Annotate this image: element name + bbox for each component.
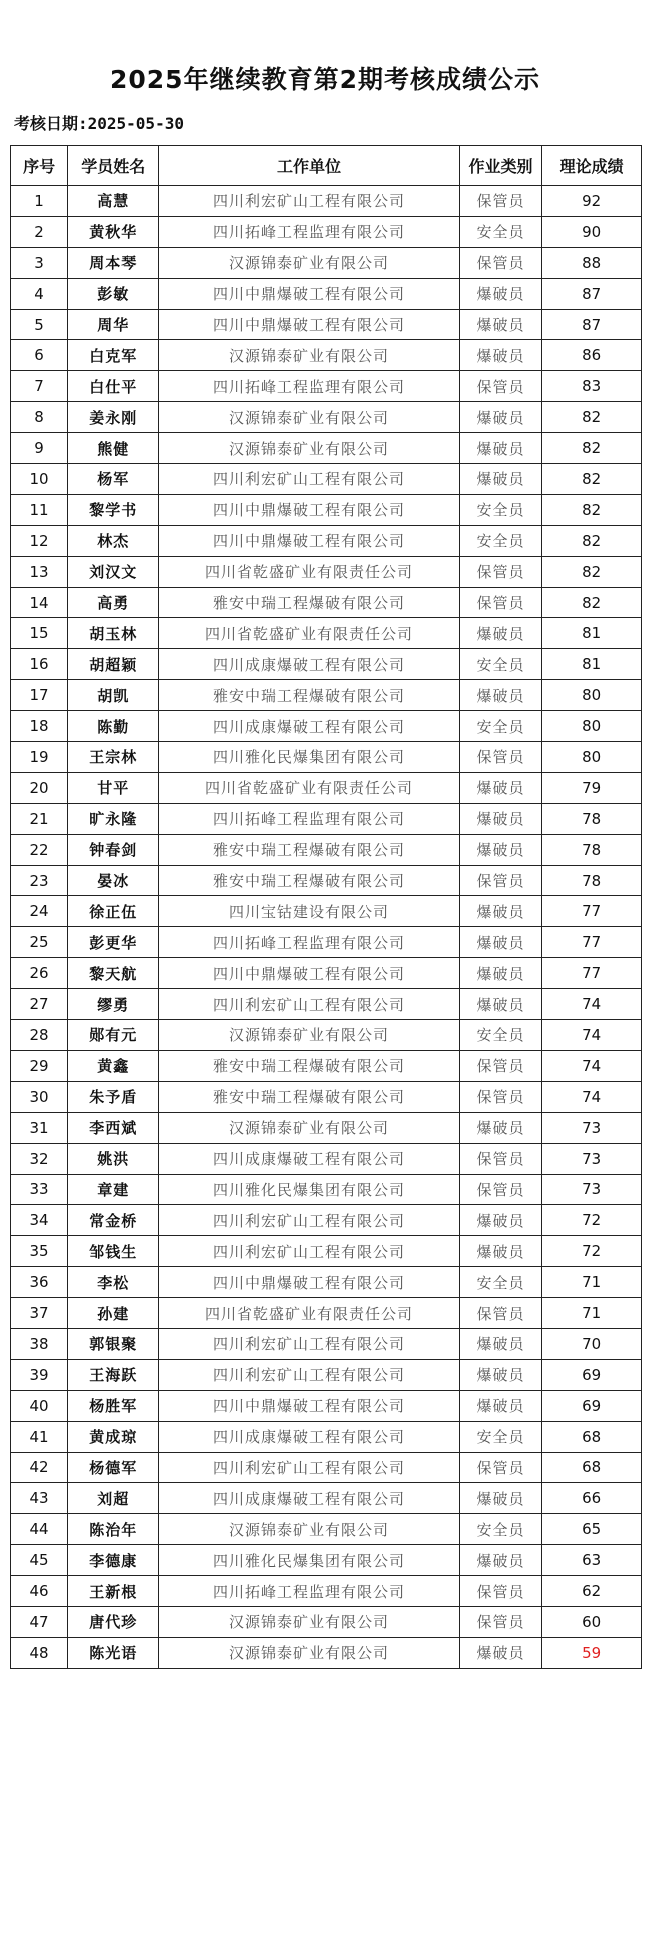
cell-score: 74 xyxy=(542,1050,642,1081)
cell-name: 李松 xyxy=(68,1267,159,1298)
table-row xyxy=(11,772,642,803)
cell-seq: 32 xyxy=(11,1143,68,1174)
cell-score: 77 xyxy=(542,896,642,927)
cell-score: 88 xyxy=(542,247,642,278)
cell-score: 73 xyxy=(542,1174,642,1205)
cell-unit: 四川省乾盛矿业有限责任公司 xyxy=(159,618,459,649)
cell-unit: 四川利宏矿山工程有限公司 xyxy=(159,1236,459,1267)
cell-unit: 雅安中瑞工程爆破有限公司 xyxy=(159,1081,459,1112)
cell-name: 熊健 xyxy=(68,433,159,464)
cell-category: 安全员 xyxy=(459,216,542,247)
cell-category: 保管员 xyxy=(459,1174,542,1205)
cell-score: 68 xyxy=(542,1421,642,1452)
cell-seq: 40 xyxy=(11,1390,68,1421)
cell-seq: 27 xyxy=(11,989,68,1020)
cell-category: 保管员 xyxy=(459,247,542,278)
cell-seq: 23 xyxy=(11,865,68,896)
cell-seq: 35 xyxy=(11,1236,68,1267)
cell-name: 缪勇 xyxy=(68,989,159,1020)
cell-category: 安全员 xyxy=(459,525,542,556)
cell-unit: 汉源锦泰矿业有限公司 xyxy=(159,1112,459,1143)
cell-seq: 8 xyxy=(11,402,68,433)
table-row xyxy=(11,402,642,433)
cell-score: 82 xyxy=(542,433,642,464)
cell-unit: 四川拓峰工程监理有限公司 xyxy=(159,803,459,834)
cell-name: 杨军 xyxy=(68,464,159,495)
cell-score: 65 xyxy=(542,1514,642,1545)
cell-score: 78 xyxy=(542,834,642,865)
cell-unit: 雅安中瑞工程爆破有限公司 xyxy=(159,680,459,711)
cell-seq: 46 xyxy=(11,1576,68,1607)
cell-score: 79 xyxy=(542,772,642,803)
table-body xyxy=(11,186,642,1669)
cell-name: 刘超 xyxy=(68,1483,159,1514)
cell-name: 刘汉文 xyxy=(68,556,159,587)
cell-name: 周本琴 xyxy=(68,247,159,278)
cell-category: 爆破员 xyxy=(459,1637,542,1668)
cell-score: 66 xyxy=(542,1483,642,1514)
cell-category: 爆破员 xyxy=(459,464,542,495)
table-row xyxy=(11,896,642,927)
cell-name: 唐代珍 xyxy=(68,1606,159,1637)
cell-name: 常金桥 xyxy=(68,1205,159,1236)
table-row xyxy=(11,803,642,834)
cell-category: 安全员 xyxy=(459,1421,542,1452)
cell-seq: 14 xyxy=(11,587,68,618)
cell-unit: 四川中鼎爆破工程有限公司 xyxy=(159,309,459,340)
table-row xyxy=(11,1359,642,1390)
cell-score: 80 xyxy=(542,680,642,711)
cell-seq: 45 xyxy=(11,1545,68,1576)
cell-seq: 28 xyxy=(11,1020,68,1051)
cell-unit: 汉源锦泰矿业有限公司 xyxy=(159,1637,459,1668)
cell-name: 章建 xyxy=(68,1174,159,1205)
cell-unit: 四川中鼎爆破工程有限公司 xyxy=(159,494,459,525)
cell-name: 胡玉林 xyxy=(68,618,159,649)
cell-score: 90 xyxy=(542,216,642,247)
header-seq: 序号 xyxy=(11,146,68,186)
score-table xyxy=(10,145,642,1669)
table-row xyxy=(11,680,642,711)
header-unit: 工作单位 xyxy=(159,146,459,186)
cell-seq: 44 xyxy=(11,1514,68,1545)
cell-seq: 2 xyxy=(11,216,68,247)
cell-name: 彭敏 xyxy=(68,278,159,309)
cell-score: 71 xyxy=(542,1267,642,1298)
table-row xyxy=(11,371,642,402)
cell-category: 安全员 xyxy=(459,494,542,525)
cell-name: 郭银聚 xyxy=(68,1328,159,1359)
table-row xyxy=(11,1421,642,1452)
table-row xyxy=(11,464,642,495)
cell-name: 杨胜军 xyxy=(68,1390,159,1421)
cell-seq: 17 xyxy=(11,680,68,711)
cell-category: 爆破员 xyxy=(459,402,542,433)
cell-score: 60 xyxy=(542,1606,642,1637)
cell-score: 62 xyxy=(542,1576,642,1607)
cell-category: 保管员 xyxy=(459,1050,542,1081)
cell-name: 陈光语 xyxy=(68,1637,159,1668)
table-row xyxy=(11,1236,642,1267)
cell-unit: 四川雅化民爆集团有限公司 xyxy=(159,742,459,773)
cell-unit: 雅安中瑞工程爆破有限公司 xyxy=(159,865,459,896)
table-row xyxy=(11,1298,642,1329)
cell-name: 林杰 xyxy=(68,525,159,556)
cell-unit: 四川利宏矿山工程有限公司 xyxy=(159,186,459,217)
table-row xyxy=(11,834,642,865)
cell-name: 黎学书 xyxy=(68,494,159,525)
cell-unit: 汉源锦泰矿业有限公司 xyxy=(159,433,459,464)
cell-name: 黄鑫 xyxy=(68,1050,159,1081)
cell-category: 安全员 xyxy=(459,1020,542,1051)
cell-name: 孙建 xyxy=(68,1298,159,1329)
cell-score: 68 xyxy=(542,1452,642,1483)
cell-seq: 16 xyxy=(11,649,68,680)
cell-unit: 四川省乾盛矿业有限责任公司 xyxy=(159,556,459,587)
cell-category: 爆破员 xyxy=(459,340,542,371)
table-row xyxy=(11,1576,642,1607)
cell-category: 安全员 xyxy=(459,711,542,742)
cell-category: 保管员 xyxy=(459,865,542,896)
cell-category: 爆破员 xyxy=(459,803,542,834)
table-row xyxy=(11,1514,642,1545)
table-row xyxy=(11,278,642,309)
cell-unit: 四川成康爆破工程有限公司 xyxy=(159,1143,459,1174)
cell-score: 74 xyxy=(542,1020,642,1051)
cell-unit: 汉源锦泰矿业有限公司 xyxy=(159,247,459,278)
cell-name: 李西斌 xyxy=(68,1112,159,1143)
cell-name: 白克军 xyxy=(68,340,159,371)
cell-score: 82 xyxy=(542,587,642,618)
cell-name: 周华 xyxy=(68,309,159,340)
cell-unit: 四川利宏矿山工程有限公司 xyxy=(159,1328,459,1359)
cell-category: 爆破员 xyxy=(459,680,542,711)
cell-category: 爆破员 xyxy=(459,1112,542,1143)
cell-category: 爆破员 xyxy=(459,772,542,803)
table-row xyxy=(11,742,642,773)
cell-seq: 10 xyxy=(11,464,68,495)
cell-name: 王宗林 xyxy=(68,742,159,773)
cell-score: 82 xyxy=(542,556,642,587)
cell-name: 黄成琼 xyxy=(68,1421,159,1452)
table-row xyxy=(11,309,642,340)
cell-name: 李德康 xyxy=(68,1545,159,1576)
header-name: 学员姓名 xyxy=(68,146,159,186)
cell-category: 保管员 xyxy=(459,1081,542,1112)
cell-score: 83 xyxy=(542,371,642,402)
header-category: 作业类别 xyxy=(459,146,542,186)
table-row xyxy=(11,494,642,525)
cell-category: 爆破员 xyxy=(459,278,542,309)
table-row xyxy=(11,1483,642,1514)
cell-seq: 3 xyxy=(11,247,68,278)
cell-category: 爆破员 xyxy=(459,1236,542,1267)
cell-unit: 四川中鼎爆破工程有限公司 xyxy=(159,525,459,556)
table-row xyxy=(11,1205,642,1236)
cell-name: 陈勤 xyxy=(68,711,159,742)
cell-score: 59 xyxy=(542,1637,642,1668)
table-row xyxy=(11,618,642,649)
cell-name: 王海跃 xyxy=(68,1359,159,1390)
table-row xyxy=(11,1267,642,1298)
cell-score: 72 xyxy=(542,1205,642,1236)
cell-seq: 25 xyxy=(11,927,68,958)
table-row xyxy=(11,1174,642,1205)
cell-category: 爆破员 xyxy=(459,1359,542,1390)
cell-unit: 四川利宏矿山工程有限公司 xyxy=(159,464,459,495)
cell-unit: 四川拓峰工程监理有限公司 xyxy=(159,927,459,958)
cell-unit: 四川成康爆破工程有限公司 xyxy=(159,1421,459,1452)
cell-score: 74 xyxy=(542,989,642,1020)
table-row xyxy=(11,1637,642,1668)
cell-unit: 汉源锦泰矿业有限公司 xyxy=(159,1514,459,1545)
table-row xyxy=(11,927,642,958)
cell-category: 安全员 xyxy=(459,1267,542,1298)
table-row xyxy=(11,1545,642,1576)
cell-unit: 四川中鼎爆破工程有限公司 xyxy=(159,278,459,309)
cell-seq: 36 xyxy=(11,1267,68,1298)
cell-unit: 汉源锦泰矿业有限公司 xyxy=(159,340,459,371)
cell-category: 爆破员 xyxy=(459,834,542,865)
cell-category: 爆破员 xyxy=(459,1328,542,1359)
table-row xyxy=(11,1452,642,1483)
cell-score: 80 xyxy=(542,742,642,773)
cell-name: 陈治年 xyxy=(68,1514,159,1545)
cell-name: 徐正伍 xyxy=(68,896,159,927)
table-row xyxy=(11,556,642,587)
cell-category: 保管员 xyxy=(459,1576,542,1607)
table-row xyxy=(11,247,642,278)
cell-unit: 四川省乾盛矿业有限责任公司 xyxy=(159,772,459,803)
cell-unit: 汉源锦泰矿业有限公司 xyxy=(159,1606,459,1637)
cell-seq: 31 xyxy=(11,1112,68,1143)
cell-category: 保管员 xyxy=(459,1606,542,1637)
cell-name: 旷永隆 xyxy=(68,803,159,834)
cell-name: 姜永刚 xyxy=(68,402,159,433)
cell-score: 73 xyxy=(542,1143,642,1174)
cell-category: 爆破员 xyxy=(459,989,542,1020)
table-row xyxy=(11,989,642,1020)
page-title: 2025年继续教育第2期考核成绩公示 xyxy=(110,65,540,94)
cell-seq: 48 xyxy=(11,1637,68,1668)
cell-name: 甘平 xyxy=(68,772,159,803)
table-row xyxy=(11,587,642,618)
table-row xyxy=(11,1328,642,1359)
cell-seq: 38 xyxy=(11,1328,68,1359)
cell-unit: 四川拓峰工程监理有限公司 xyxy=(159,1576,459,1607)
cell-category: 保管员 xyxy=(459,556,542,587)
cell-score: 69 xyxy=(542,1390,642,1421)
table-row xyxy=(11,1143,642,1174)
table-row xyxy=(11,1050,642,1081)
cell-name: 胡凯 xyxy=(68,680,159,711)
cell-unit: 四川成康爆破工程有限公司 xyxy=(159,711,459,742)
cell-category: 保管员 xyxy=(459,1452,542,1483)
cell-score: 82 xyxy=(542,525,642,556)
cell-seq: 24 xyxy=(11,896,68,927)
cell-seq: 6 xyxy=(11,340,68,371)
cell-unit: 四川省乾盛矿业有限责任公司 xyxy=(159,1298,459,1329)
cell-seq: 15 xyxy=(11,618,68,649)
cell-score: 71 xyxy=(542,1298,642,1329)
table-row xyxy=(11,711,642,742)
cell-unit: 四川利宏矿山工程有限公司 xyxy=(159,989,459,1020)
table-header-row xyxy=(11,146,642,186)
table-row xyxy=(11,433,642,464)
cell-seq: 1 xyxy=(11,186,68,217)
cell-seq: 29 xyxy=(11,1050,68,1081)
cell-seq: 41 xyxy=(11,1421,68,1452)
cell-category: 爆破员 xyxy=(459,1545,542,1576)
cell-category: 爆破员 xyxy=(459,1205,542,1236)
cell-category: 爆破员 xyxy=(459,896,542,927)
cell-unit: 四川雅化民爆集团有限公司 xyxy=(159,1545,459,1576)
cell-seq: 42 xyxy=(11,1452,68,1483)
cell-unit: 雅安中瑞工程爆破有限公司 xyxy=(159,587,459,618)
cell-seq: 30 xyxy=(11,1081,68,1112)
cell-name: 黎天航 xyxy=(68,958,159,989)
cell-unit: 四川中鼎爆破工程有限公司 xyxy=(159,958,459,989)
cell-seq: 5 xyxy=(11,309,68,340)
cell-seq: 33 xyxy=(11,1174,68,1205)
cell-unit: 四川中鼎爆破工程有限公司 xyxy=(159,1390,459,1421)
cell-score: 78 xyxy=(542,865,642,896)
cell-category: 爆破员 xyxy=(459,1390,542,1421)
cell-name: 高勇 xyxy=(68,587,159,618)
cell-score: 74 xyxy=(542,1081,642,1112)
cell-unit: 四川宝钴建设有限公司 xyxy=(159,896,459,927)
cell-name: 邹钱生 xyxy=(68,1236,159,1267)
cell-score: 70 xyxy=(542,1328,642,1359)
cell-score: 87 xyxy=(542,278,642,309)
cell-score: 77 xyxy=(542,958,642,989)
cell-category: 保管员 xyxy=(459,1143,542,1174)
table-row xyxy=(11,1606,642,1637)
cell-unit: 四川利宏矿山工程有限公司 xyxy=(159,1205,459,1236)
cell-unit: 四川利宏矿山工程有限公司 xyxy=(159,1359,459,1390)
cell-seq: 20 xyxy=(11,772,68,803)
cell-name: 朱予盾 xyxy=(68,1081,159,1112)
cell-score: 73 xyxy=(542,1112,642,1143)
cell-seq: 12 xyxy=(11,525,68,556)
cell-seq: 43 xyxy=(11,1483,68,1514)
cell-seq: 34 xyxy=(11,1205,68,1236)
cell-category: 安全员 xyxy=(459,1514,542,1545)
cell-score: 92 xyxy=(542,186,642,217)
cell-score: 82 xyxy=(542,494,642,525)
cell-seq: 19 xyxy=(11,742,68,773)
cell-score: 80 xyxy=(542,711,642,742)
cell-name: 郧有元 xyxy=(68,1020,159,1051)
table-row xyxy=(11,1081,642,1112)
cell-unit: 四川利宏矿山工程有限公司 xyxy=(159,1452,459,1483)
cell-seq: 4 xyxy=(11,278,68,309)
table-row xyxy=(11,216,642,247)
cell-category: 保管员 xyxy=(459,371,542,402)
table-row xyxy=(11,865,642,896)
cell-seq: 21 xyxy=(11,803,68,834)
cell-unit: 雅安中瑞工程爆破有限公司 xyxy=(159,834,459,865)
cell-unit: 四川成康爆破工程有限公司 xyxy=(159,1483,459,1514)
cell-unit: 四川中鼎爆破工程有限公司 xyxy=(159,1267,459,1298)
cell-seq: 47 xyxy=(11,1606,68,1637)
cell-name: 王新根 xyxy=(68,1576,159,1607)
cell-seq: 39 xyxy=(11,1359,68,1390)
cell-score: 69 xyxy=(542,1359,642,1390)
cell-category: 爆破员 xyxy=(459,927,542,958)
cell-name: 白仕平 xyxy=(68,371,159,402)
exam-date: 考核日期:2025-05-30 xyxy=(14,114,184,133)
cell-score: 63 xyxy=(542,1545,642,1576)
cell-seq: 26 xyxy=(11,958,68,989)
cell-name: 胡超颖 xyxy=(68,649,159,680)
cell-score: 77 xyxy=(542,927,642,958)
cell-category: 保管员 xyxy=(459,186,542,217)
cell-score: 72 xyxy=(542,1236,642,1267)
cell-name: 彭更华 xyxy=(68,927,159,958)
cell-score: 82 xyxy=(542,402,642,433)
cell-category: 爆破员 xyxy=(459,1483,542,1514)
table-row xyxy=(11,525,642,556)
cell-category: 爆破员 xyxy=(459,958,542,989)
cell-seq: 37 xyxy=(11,1298,68,1329)
cell-name: 姚洪 xyxy=(68,1143,159,1174)
table-row xyxy=(11,1112,642,1143)
cell-score: 81 xyxy=(542,618,642,649)
cell-category: 爆破员 xyxy=(459,618,542,649)
cell-seq: 18 xyxy=(11,711,68,742)
cell-seq: 22 xyxy=(11,834,68,865)
cell-score: 81 xyxy=(542,649,642,680)
cell-unit: 雅安中瑞工程爆破有限公司 xyxy=(159,1050,459,1081)
cell-name: 钟春剑 xyxy=(68,834,159,865)
cell-name: 高慧 xyxy=(68,186,159,217)
cell-category: 保管员 xyxy=(459,742,542,773)
cell-category: 保管员 xyxy=(459,1298,542,1329)
cell-score: 86 xyxy=(542,340,642,371)
table-row xyxy=(11,186,642,217)
cell-unit: 四川雅化民爆集团有限公司 xyxy=(159,1174,459,1205)
cell-unit: 四川拓峰工程监理有限公司 xyxy=(159,216,459,247)
table-row xyxy=(11,1390,642,1421)
table-row xyxy=(11,958,642,989)
cell-unit: 四川成康爆破工程有限公司 xyxy=(159,649,459,680)
cell-score: 82 xyxy=(542,464,642,495)
cell-score: 87 xyxy=(542,309,642,340)
cell-unit: 汉源锦泰矿业有限公司 xyxy=(159,402,459,433)
cell-category: 保管员 xyxy=(459,587,542,618)
cell-name: 晏冰 xyxy=(68,865,159,896)
cell-category: 安全员 xyxy=(459,649,542,680)
cell-unit: 四川拓峰工程监理有限公司 xyxy=(159,371,459,402)
cell-seq: 9 xyxy=(11,433,68,464)
cell-name: 杨德军 xyxy=(68,1452,159,1483)
cell-category: 爆破员 xyxy=(459,309,542,340)
cell-seq: 11 xyxy=(11,494,68,525)
table-row xyxy=(11,1020,642,1051)
cell-name: 黄秋华 xyxy=(68,216,159,247)
header-score: 理论成绩 xyxy=(542,146,642,186)
cell-unit: 汉源锦泰矿业有限公司 xyxy=(159,1020,459,1051)
table-row xyxy=(11,649,642,680)
cell-seq: 13 xyxy=(11,556,68,587)
cell-category: 爆破员 xyxy=(459,433,542,464)
cell-seq: 7 xyxy=(11,371,68,402)
table-row xyxy=(11,340,642,371)
cell-score: 78 xyxy=(542,803,642,834)
